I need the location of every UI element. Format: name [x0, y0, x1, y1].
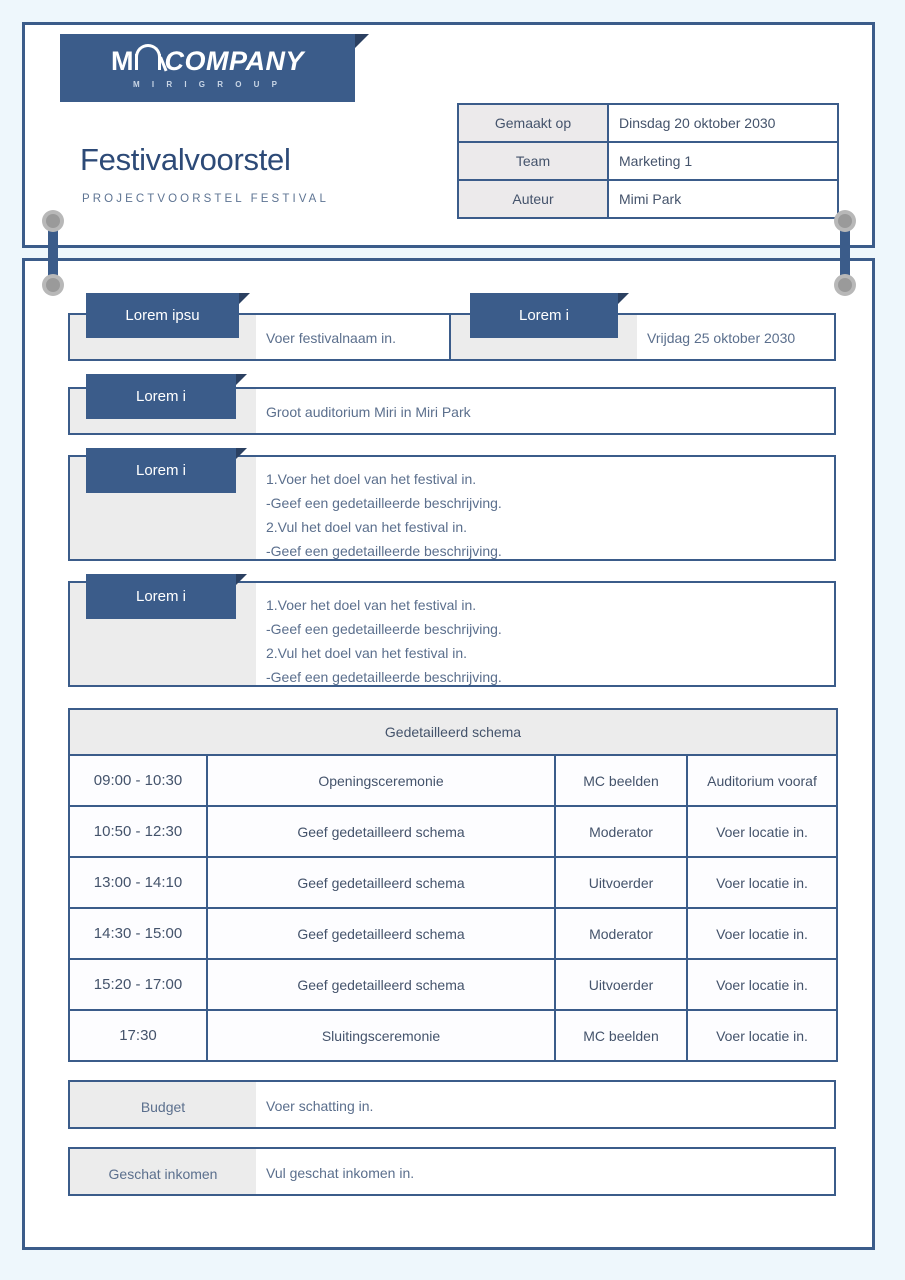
goal-line: -Geef een gedetailleerde beschrijving.: [266, 621, 502, 637]
schedule-time[interactable]: 15:20 - 17:00: [69, 959, 207, 1010]
goal-line: 2.Vul het doel van het festival in.: [266, 645, 468, 661]
goal-line: 1.Voer het doel van het festival in.: [266, 597, 477, 613]
schedule-person[interactable]: Moderator: [555, 908, 687, 959]
schedule-location[interactable]: Voer locatie in.: [687, 959, 837, 1010]
metadata-table: [457, 103, 839, 219]
field-budget[interactable]: [68, 1080, 836, 1129]
binder-ring-left-icon: [48, 214, 58, 292]
field-goals-two-value[interactable]: [266, 593, 502, 689]
field-festival-name-value[interactable]: Voer festivalnaam in.: [266, 330, 396, 346]
tab-fold-corner: [236, 374, 247, 385]
schedule-title: Gedetailleerd schema: [69, 709, 837, 755]
goal-line: -Geef een gedetailleerde beschrijving.: [266, 543, 502, 559]
table-row[interactable]: [69, 908, 837, 959]
tab-goals-one[interactable]: [86, 448, 236, 493]
schedule-time[interactable]: 14:30 - 15:00: [69, 908, 207, 959]
logo-wordmark: [111, 44, 304, 77]
meta-value-created[interactable]: Dinsdag 20 oktober 2030: [608, 104, 838, 142]
field-budget-value[interactable]: Voer schatting in.: [266, 1098, 374, 1114]
field-estimated-income-value[interactable]: Vul geschat inkomen in.: [266, 1165, 415, 1181]
body-card: [22, 258, 875, 1250]
meta-key-author: Auteur: [458, 180, 608, 218]
logo-letter-m: M: [110, 46, 133, 76]
field-location-value[interactable]: Groot auditorium Miri in Miri Park: [266, 404, 471, 420]
table-row: [458, 104, 838, 142]
schedule-time[interactable]: 09:00 - 10:30: [69, 755, 207, 806]
tab-location[interactable]: [86, 374, 236, 419]
schedule-header-row: [69, 709, 837, 755]
tab-label: Lorem i: [135, 588, 187, 605]
meta-value-author[interactable]: Mimi Park: [608, 180, 838, 218]
schedule-person[interactable]: Moderator: [555, 806, 687, 857]
tab-fold-corner: [236, 448, 247, 459]
field-budget-label: Budget: [140, 1098, 186, 1115]
table-row: [458, 142, 838, 180]
goal-line: -Geef een gedetailleerde beschrijving.: [266, 495, 502, 511]
schedule-location[interactable]: Voer locatie in.: [687, 806, 837, 857]
tab-festival-date[interactable]: [470, 293, 618, 338]
binder-ring-right-icon: [840, 214, 850, 292]
tab-label: Lorem i: [135, 462, 187, 479]
schedule-person[interactable]: MC beelden: [555, 1010, 687, 1061]
schedule-person[interactable]: MC beelden: [555, 755, 687, 806]
schedule-activity[interactable]: Geef gedetailleerd schema: [207, 806, 555, 857]
goal-line: 2.Vul het doel van het festival in.: [266, 519, 468, 535]
goal-line: -Geef een gedetailleerde beschrijving.: [266, 669, 502, 685]
table-row[interactable]: [69, 857, 837, 908]
schedule-location[interactable]: Voer locatie in.: [687, 1010, 837, 1061]
schedule-person[interactable]: Uitvoerder: [555, 857, 687, 908]
page-subtitle: PROJECTVOORSTEL FESTIVAL: [82, 193, 329, 205]
tab-fold-corner: [618, 293, 629, 304]
table-row[interactable]: [69, 959, 837, 1010]
miri-arch-mark-icon: [133, 44, 163, 70]
table-row[interactable]: [69, 1010, 837, 1061]
schedule-table: [68, 708, 838, 1062]
schedule-location[interactable]: Voer locatie in.: [687, 908, 837, 959]
schedule-activity[interactable]: Geef gedetailleerd schema: [207, 857, 555, 908]
schedule-activity[interactable]: Geef gedetailleerd schema: [207, 959, 555, 1010]
tab-festival-name[interactable]: [86, 293, 239, 338]
tab-label: Lorem i: [518, 307, 570, 324]
schedule-activity[interactable]: Geef gedetailleerd schema: [207, 908, 555, 959]
logo-subtitle: M I R I G R O U P: [132, 80, 282, 89]
meta-value-team[interactable]: Marketing 1: [608, 142, 838, 180]
tab-goals-two[interactable]: [86, 574, 236, 619]
field-festival-date-value[interactable]: Vrijdag 25 oktober 2030: [647, 330, 796, 346]
field-estimated-income[interactable]: [68, 1147, 836, 1196]
schedule-person[interactable]: Uitvoerder: [555, 959, 687, 1010]
logo-lockup: [60, 44, 355, 89]
banner-fold-corner: [355, 34, 369, 48]
schedule-time[interactable]: 10:50 - 12:30: [69, 806, 207, 857]
tab-fold-corner: [236, 574, 247, 585]
meta-key-created: Gemaakt op: [458, 104, 608, 142]
tab-label: Lorem ipsu: [125, 307, 200, 324]
table-row[interactable]: [69, 755, 837, 806]
schedule-activity[interactable]: Openingsceremonie: [207, 755, 555, 806]
field-goals-one-value[interactable]: [266, 467, 502, 563]
page-title: Festivalvoorstel: [80, 142, 291, 177]
tab-label: Lorem i: [135, 388, 187, 405]
schedule-activity[interactable]: Sluitingsceremonie: [207, 1010, 555, 1061]
goal-line: 1.Voer het doel van het festival in.: [266, 471, 477, 487]
field-estimated-income-label: Geschat inkomen: [108, 1165, 218, 1182]
company-logo-banner: [60, 34, 355, 102]
tab-fold-corner: [239, 293, 250, 304]
table-row[interactable]: [69, 806, 837, 857]
schedule-time[interactable]: 17:30: [69, 1010, 207, 1061]
schedule-location[interactable]: Auditorium vooraf: [687, 755, 837, 806]
schedule-time[interactable]: 13:00 - 14:10: [69, 857, 207, 908]
table-row: [458, 180, 838, 218]
header-card: [22, 22, 875, 248]
schedule-location[interactable]: Voer locatie in.: [687, 857, 837, 908]
logo-company-text: COMPANY: [164, 46, 304, 76]
meta-key-team: Team: [458, 142, 608, 180]
